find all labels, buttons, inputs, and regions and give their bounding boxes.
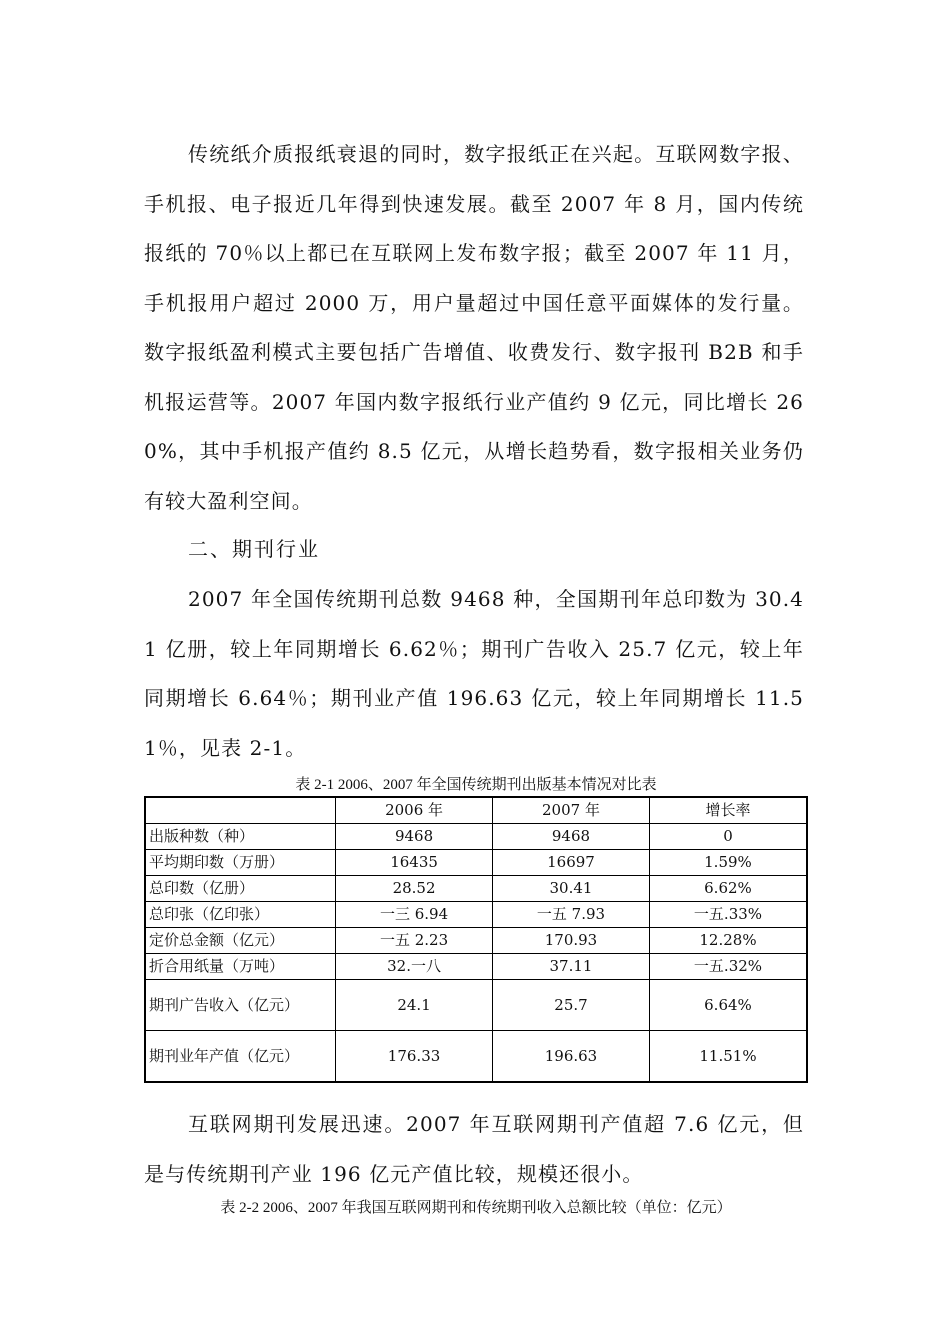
table-cell: 12.28% [649, 928, 807, 954]
table-row [145, 876, 807, 902]
row-label: 总印数（亿册） [145, 876, 336, 902]
row-label: 总印张（亿印张） [145, 902, 336, 928]
table-cell: 37.11 [493, 954, 650, 980]
table-row [145, 850, 807, 876]
table-row [145, 1031, 807, 1083]
table-cell: 24.1 [336, 980, 493, 1031]
table-cell: 30.41 [493, 876, 650, 902]
table-row [145, 824, 807, 850]
table-row [145, 902, 807, 928]
section-heading-periodicals: 二、期刊行业 [188, 537, 320, 561]
row-label: 期刊业年产值（亿元） [145, 1031, 336, 1083]
table-cell: 196.63 [493, 1031, 650, 1083]
table-cell: 9468 [493, 824, 650, 850]
paragraph-digital-newspapers: 传统纸介质报纸衰退的同时，数字报纸正在兴起。互联网数字报、手机报、电子报近几年得到快速发展。截至 2007 年 8 月，国内传统报纸的 70％以上都已在互联网上发布数字报；截至 2007 年 11 月，手机报用户超过 2000 万，用户量超过中国任意平面媒体的发行量。数字报纸盈利模式主要包括广告增值、收费发行、数字报刊 B2B 和手机报运营等。2007 年国内数字报纸行业产值约 9 亿元，同比增长 260%，其中手机报产值约 8.5 亿元，从增长趋势看，数字报相关业务仍有较大盈利空间。 [144, 142, 804, 513]
paragraph-periodicals-summary: 2007 年全国传统期刊总数 9468 种，全国期刊年总印数为 30.41 亿册，较上年同期增长 6.62％；期刊广告收入 25.7 亿元，较上年同期增长 6.64％；期刊业产值 196.63 亿元，较上年同期增长 11.51％，见表 2-1。 [144, 587, 804, 760]
table-2-1-caption: 表 2-1 2006、2007 年全国传统期刊出版基本情况对比表 [295, 777, 657, 793]
paragraph-internet-periodicals: 互联网期刊发展迅速。2007 年互联网期刊产值超 7.6 亿元，但是与传统期刊产业 196 亿元产值比较，规模还很小。 [144, 1112, 804, 1186]
table-cell: 16435 [336, 850, 493, 876]
table-header-row [145, 797, 807, 824]
row-label: 期刊广告收入（亿元） [145, 980, 336, 1031]
table-cell: 176.33 [336, 1031, 493, 1083]
table-header-cell [145, 797, 336, 824]
table-header-cell: 增长率 [649, 797, 807, 824]
table-cell: 一五.32% [649, 954, 807, 980]
table-cell: 9468 [336, 824, 493, 850]
row-label: 折合用纸量（万吨） [145, 954, 336, 980]
table-header-cell: 2006 年 [336, 797, 493, 824]
table-cell: 6.64% [649, 980, 807, 1031]
table-cell: 一五 7.93 [493, 902, 650, 928]
table-cell: 170.93 [493, 928, 650, 954]
table-row [145, 928, 807, 954]
row-label: 出版种数（种） [145, 824, 336, 850]
table-cell: 16697 [493, 850, 650, 876]
table-cell: 28.52 [336, 876, 493, 902]
table-header-cell: 2007 年 [493, 797, 650, 824]
table-cell: 1.59% [649, 850, 807, 876]
table-cell: 一五.33% [649, 902, 807, 928]
table-cell: 0 [649, 824, 807, 850]
table-cell: 一五 2.23 [336, 928, 493, 954]
table-2-1 [144, 796, 808, 1083]
row-label: 定价总金额（亿元） [145, 928, 336, 954]
table-row [145, 954, 807, 980]
row-label: 平均期印数（万册） [145, 850, 336, 876]
table-cell: 11.51% [649, 1031, 807, 1083]
table-cell: 6.62% [649, 876, 807, 902]
table-2-2-caption: 表 2-2 2006、2007 年我国互联网期刊和传统期刊收入总额比较（单位：亿元） [220, 1200, 732, 1216]
table-cell: 一三 6.94 [336, 902, 493, 928]
table-cell: 32.一八 [336, 954, 493, 980]
table-row [145, 980, 807, 1031]
table-cell: 25.7 [493, 980, 650, 1031]
